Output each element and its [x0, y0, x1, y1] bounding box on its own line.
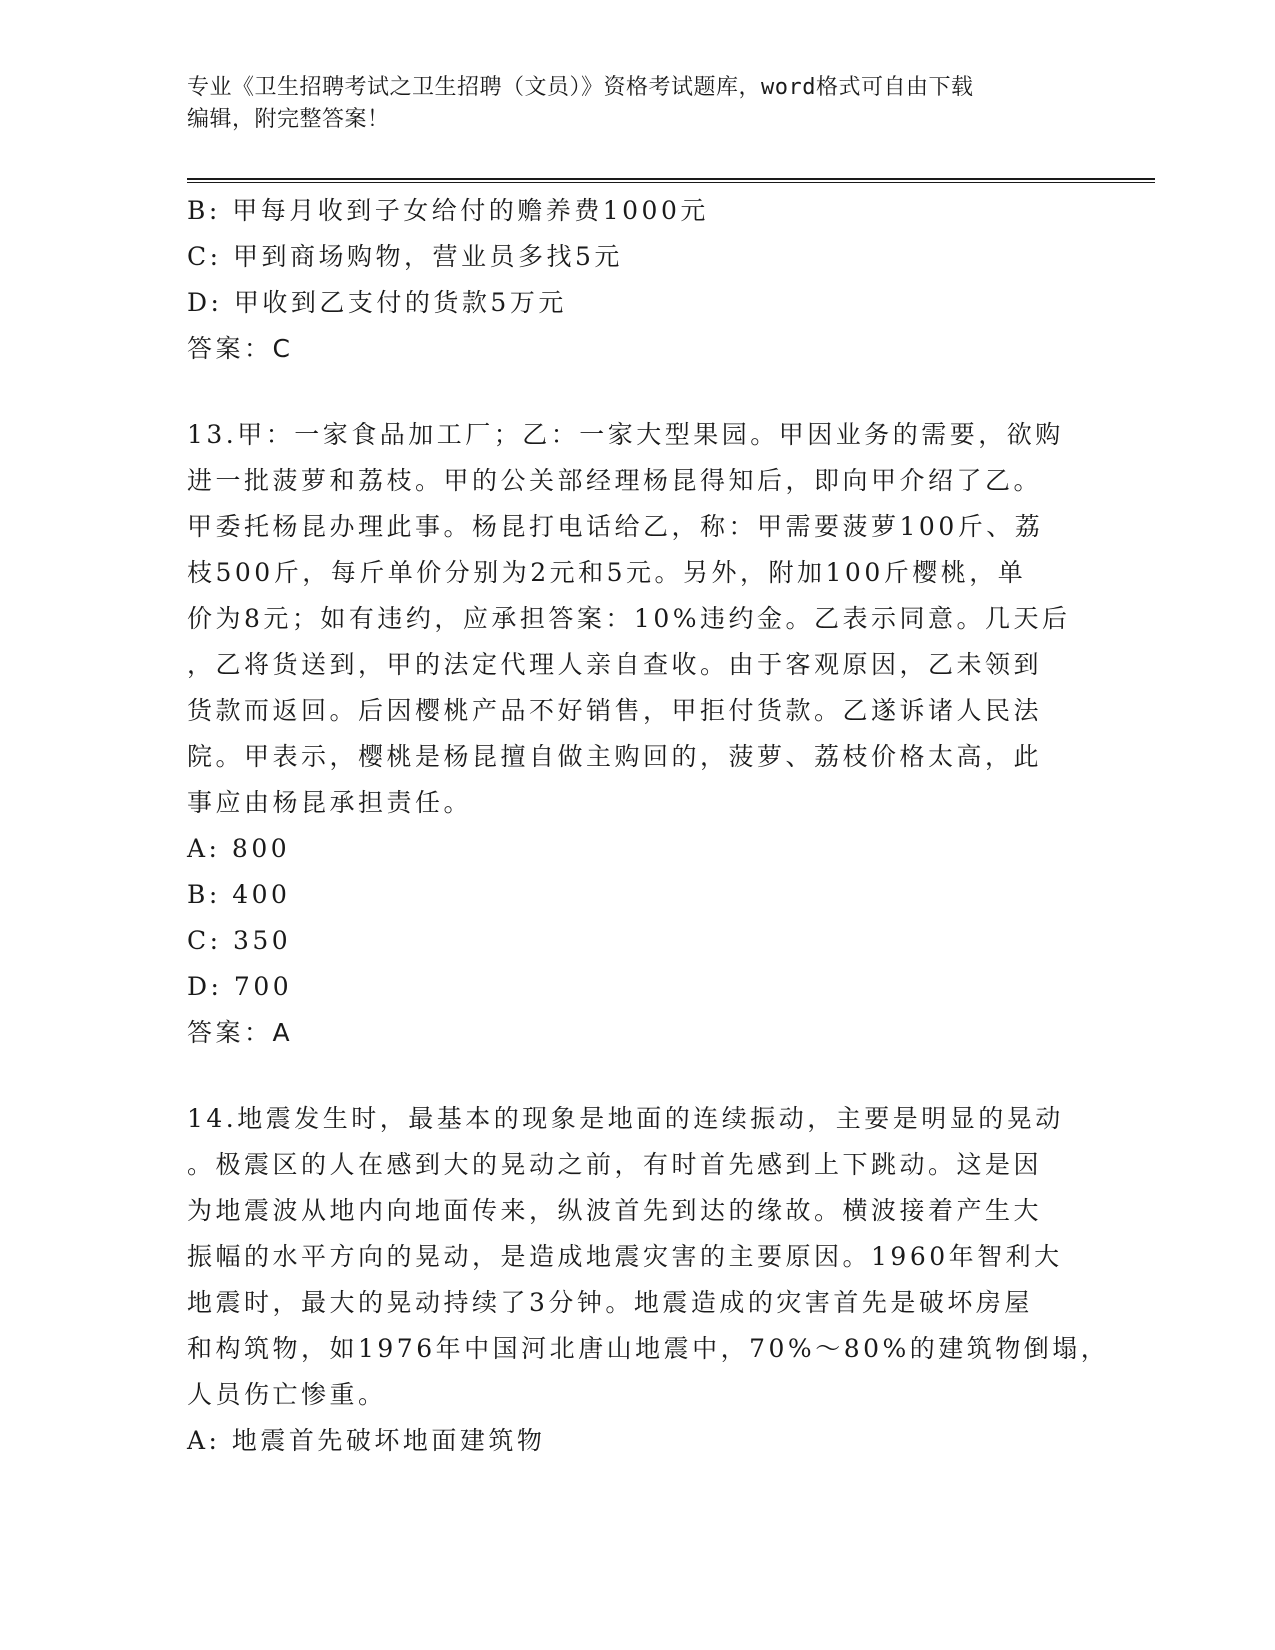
- question-text-line: 振幅的水平方向的晃动，是造成地震灾害的主要原因。1960年智利大: [187, 1242, 1063, 1271]
- question-text-line: 甲委托杨昆办理此事。杨昆打电话给乙，称：甲需要菠萝100斤、荔: [187, 512, 1044, 541]
- header-line-1: 专业《卫生招聘考试之卫生招聘（文员）》资格考试题库，word格式可自由下载: [187, 75, 974, 100]
- answer-label: 答案：C: [187, 334, 294, 363]
- question-13: [187, 412, 1077, 1056]
- option-c: C: 甲到商场购物，营业员多找5元: [187, 242, 623, 271]
- question-text-line: 人员伤亡惨重。: [187, 1380, 387, 1409]
- option-b: B: 甲每月收到子女给付的赡养费1000元: [187, 196, 709, 225]
- question-text-line: 。极震区的人在感到大的晃动之前，有时首先感到上下跳动。这是因: [187, 1150, 1043, 1179]
- header-divider: [187, 178, 1155, 183]
- question-text-line: 价为8元；如有违约，应承担答案：10%违约金。乙表示同意。几天后: [187, 604, 1071, 633]
- question-text-line: 13.甲：一家食品加工厂；乙：一家大型果园。甲因业务的需要，欲购: [187, 420, 1064, 449]
- question-text-line: 14.地震发生时，最基本的现象是地面的连续振动，主要是明显的晃动: [187, 1104, 1064, 1133]
- question-12-tail: [187, 188, 1077, 372]
- question-text-line: ，乙将货送到，甲的法定代理人亲自查收。由于客观原因，乙未领到: [187, 650, 1043, 679]
- option-b: B: 400: [187, 880, 291, 909]
- question-14: [187, 1096, 1110, 1464]
- option-a: A: 地震首先破坏地面建筑物: [187, 1426, 546, 1455]
- question-text-line: 为地震波从地内向地面传来，纵波首先到达的缘故。横波接着产生大: [187, 1196, 1043, 1225]
- question-text-line: 院。甲表示，樱桃是杨昆擅自做主购回的，菠萝、荔枝价格太高，此: [187, 742, 1043, 771]
- answer-label: 答案：A: [187, 1018, 294, 1047]
- header-line-2: 编辑，附完整答案！: [187, 107, 390, 132]
- question-content: [187, 188, 1110, 1464]
- spacer: [187, 1056, 1077, 1096]
- question-text-line: 进一批菠萝和荔枝。甲的公关部经理杨昆得知后，即向甲介绍了乙。: [187, 466, 1043, 495]
- question-text-line: 和构筑物，如1976年中国河北唐山地震中，70%～80%的建筑物倒塌，: [187, 1334, 1110, 1363]
- option-a: A: 800: [187, 834, 291, 863]
- option-c: C: 350: [187, 926, 292, 955]
- question-text-line: 地震时，最大的晃动持续了3分钟。地震造成的灾害首先是破坏房屋: [187, 1288, 1033, 1317]
- option-d: D: 700: [187, 972, 293, 1001]
- question-text-line: 货款而返回。后因樱桃产品不好销售，甲拒付货款。乙遂诉诸人民法: [187, 696, 1043, 725]
- option-d: D: 甲收到乙支付的货款5万元: [187, 288, 567, 317]
- spacer: [187, 372, 1077, 412]
- question-text-line: 枝500斤，每斤单价分别为2元和5元。另外，附加100斤樱桃，单: [187, 558, 1027, 587]
- question-text-line: 事应由杨昆承担责任。: [187, 788, 473, 817]
- document-header: [187, 72, 1067, 136]
